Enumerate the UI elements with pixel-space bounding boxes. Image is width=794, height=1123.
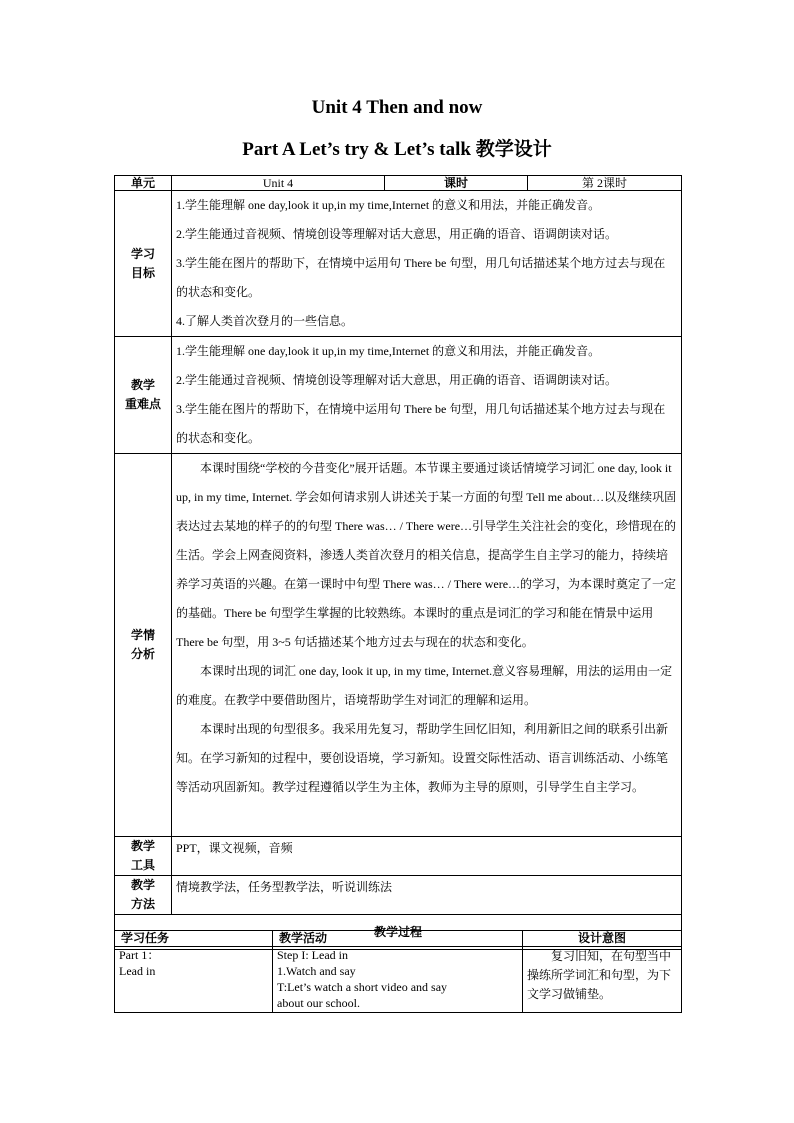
analysis-paragraph: 本课时出现的词汇 one day, look it up, in my time, Internet.意义容易理解，用法的运用由一定的难度。在教学中要借助图片，语境帮助学生对词汇的理解和运用。 — [176, 664, 673, 707]
keypoint-item: 3.学生能在图片的帮助下，在情境中运用句 There be 句型，用几句话描述某个地方过去与现在的状态和变化。 — [176, 402, 666, 445]
analysis-content — [172, 454, 682, 837]
objectives-content — [172, 191, 682, 337]
activity-cell: Step I: Lead in 1.Watch and say T:Let’s watch a short video and say about our school. — [273, 947, 523, 1013]
process-heading: 教学过程 — [115, 915, 682, 950]
col-activity-header: 教学活动 — [273, 931, 523, 947]
process-header-row — [115, 931, 682, 947]
document-subtitle: Part A Let’s try & Let’s talk 教学设计 — [242, 139, 552, 160]
period-label: 课时 — [385, 176, 528, 191]
col-task-header: 学习任务 — [115, 931, 273, 947]
process-table — [114, 930, 682, 1013]
tools-content: PPT，课文视频，音频 — [172, 837, 682, 876]
objective-item: 1.学生能理解 one day,look it up,in my time,Internet 的意义和用法，并能正确发音。 — [176, 198, 601, 212]
keypoints-row — [115, 337, 682, 454]
methods-label: 教学 方法 — [115, 876, 172, 915]
keypoints-label: 教学 重难点 — [115, 337, 172, 454]
unit-value: Unit 4 — [172, 176, 385, 191]
analysis-row — [115, 454, 682, 837]
unit-row — [115, 176, 682, 191]
lesson-plan-table — [114, 175, 682, 950]
objectives-label: 学习 目标 — [115, 191, 172, 337]
analysis-label: 学情 分析 — [115, 454, 172, 837]
analysis-paragraph: 本课时出现的句型很多。我采用先复习，帮助学生回忆旧知，利用新旧之间的联系引出新知。在学习新知的过程中，要创设语境，学习新知。设置交际性活动、语言训练活动、小练笔等活动巩固新知。教学过程遵循以学生为主体，教师为主导的原则，引导学生自主学习。 — [176, 722, 669, 794]
keypoint-item: 1.学生能理解 one day,look it up,in my time,Internet 的意义和用法，并能正确发音。 — [176, 344, 601, 358]
objective-item: 3.学生能在图片的帮助下，在情境中运用句 There be 句型，用几句话描述某个地方过去与现在的状态和变化。 — [176, 256, 666, 299]
tools-label: 教学 工具 — [115, 837, 172, 876]
objective-item: 4.了解人类首次登月的一些信息。 — [176, 314, 354, 328]
task-cell: Part 1： Lead in — [115, 947, 273, 1013]
intent-cell: 复习旧知，在句型当中操练所学词汇和句型，为下文学习做铺垫。 — [523, 947, 682, 1013]
keypoint-item: 2.学生能通过音视频、情境创设等理解对话大意思，用正确的语音、语调朗读对话。 — [176, 373, 618, 387]
unit-label: 单元 — [115, 176, 172, 191]
document-title: Unit 4 Then and now — [311, 97, 483, 118]
analysis-paragraph: 本课时围绕“学校的今昔变化”展开话题。本节课主要通过谈话情境学习词汇 one day, look it up, in my time, Internet. 学会如何请求别人讲述关于某一方面的句型 Tell me about…以及继续巩固表达过去某地的样子的的句型 There was… / There were…引导学生关注社会的变化，珍惜现在的生活。学会上网查阅资料，渗透人类首次登月的相关信息，提高学生自主学习的能力，持续培养学习英语的兴趣。在第一课时中句型 There was… / There were…的学习，为本课时奠定了一定的基础。There be 句型学生掌握的比较熟练。本课时的重点是词汇的学习和能在情景中运用There be 句型，用 3~5 句话描述某个地方过去与现在的状态和变化。 — [176, 461, 677, 649]
keypoints-content — [172, 337, 682, 454]
objective-item: 2.学生能通过音视频、情境创设等理解对话大意思，用正确的语音、语调朗读对话。 — [176, 227, 618, 241]
methods-row — [115, 876, 682, 915]
tools-row — [115, 837, 682, 876]
methods-content: 情境教学法，任务型教学法，听说训练法 — [172, 876, 682, 915]
process-row — [115, 947, 682, 1013]
objectives-row — [115, 191, 682, 337]
col-intent-header: 设计意图 — [523, 931, 682, 947]
period-value: 第 2课时 — [528, 176, 682, 191]
